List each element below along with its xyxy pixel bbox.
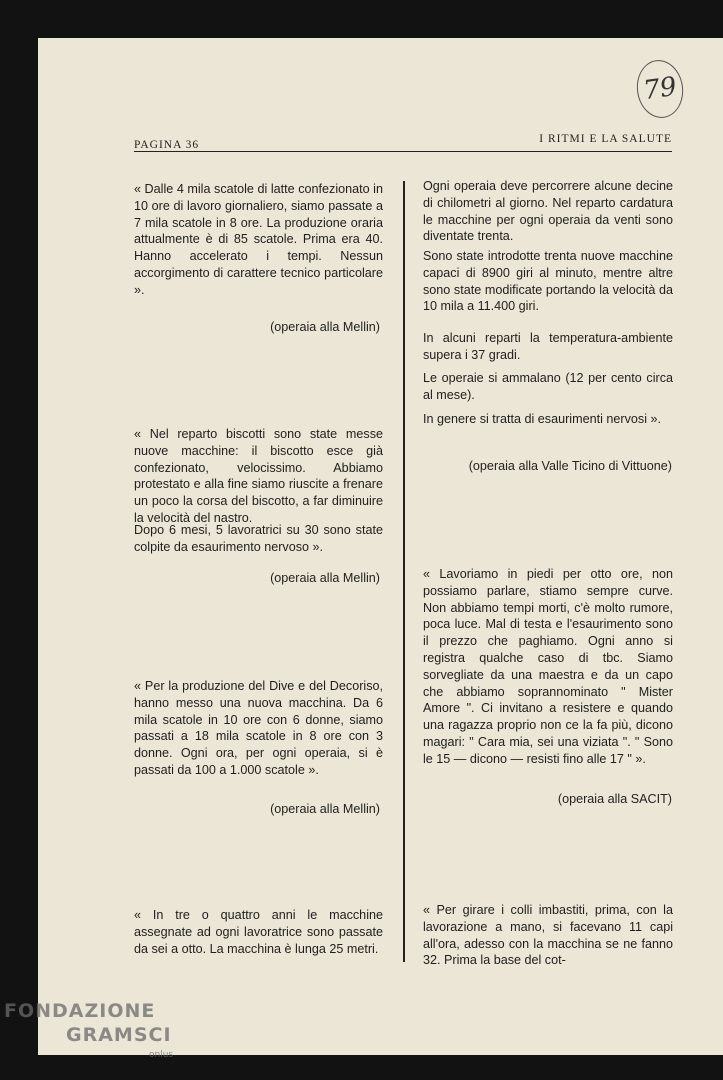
attribution-mellin-3: (operaia alla Mellin) [270,802,380,816]
quote-dive-decoriso: « Per la produzione del Dive e del Decoriso, hanno messo una nuova macchina. Da 6 mila scatole in 10 ore con 6 donne, siamo passati a 18 mila scatole in 8 ore con 3 donne. Ogni ora, per ogni operaia, si è passati da 100 a 1.000 scatole ». [134,679,383,777]
watermark-line-3: onlus [149,1050,174,1060]
quote-machines-assigned: « In tre o quattro anni le macchine assegnate ad ogni lavoratrice sono passate da sei a otto. La macchina è lunga 25 metri. [134,908,383,956]
attribution-valle-ticino: (operaia alla Valle Ticino di Vittuone) [468,459,672,473]
watermark-line-2: GRAMSCI [66,1024,172,1046]
quote-standing-work: « Lavoriamo in piedi per otto ore, non possiamo parlare, stiamo sempre curve. Non abbiamo tempi morti, c'è molto rumore, poca luce. Mal di testa e l'esaurimento sono il prezzo che paghiamo. Ogni anno si registra qualche caso di tbc. Siamo sorvegliate da una maestra e da un capo che abbiamo soprannominato " Mister Amore ". Ci invitano a resistere e quando una ragazza proprio non ce la fa più, dicono magari: " Cara mia, sei una viziata ". " Sono le 15 — dicono — resisti fino alle 17 " ». [423,567,673,766]
attribution-mellin-1: (operaia alla Mellin) [270,320,380,334]
para-illness: Le operaie si ammalano (12 per cento circa al mese). [423,371,673,402]
watermark-line-1: FONDAZIONE [4,1000,156,1022]
attribution-mellin-2: (operaia alla Mellin) [270,571,380,585]
quote-nervous-exhaustion: Dopo 6 mesi, 5 lavoratrici su 30 sono state colpite da esaurimento nervoso ». [134,523,383,554]
column-divider [403,181,405,962]
quote-colli-imbastiti: « Per girare i colli imbastiti, prima, con la lavorazione a mano, si facevano 11 capi all'ora, adesso con la macchina se ne fanno 32. Prima la base del cot- [423,903,673,968]
quote-box-making: « Dalle 4 mila scatole di latte confezionato in 10 ore di lavoro giornaliero, siamo passate a 7 mila scatole in 8 ore. La produzione oraria attualmente è di 85 scatole. Prima era 40. Hanno accelerato i tempi. Nessun accorgimento di carattere tecnico particolare ». [134,182,383,297]
archive-watermark [4,1000,174,1060]
para-exhaustion: In genere si tratta di esaurimenti nervosi ». [423,412,662,426]
para-kilometers: Ogni operaia deve percorrere alcune decine di chilometri al giorno. Nel reparto cardatura le macchine per ogni operaia da venti sono diventate trenta. [423,179,673,244]
attribution-sacit: (operaia alla SACIT) [557,792,672,806]
section-title: I RITMI E LA SALUTE [539,133,672,145]
page-number-label: PAGINA 36 [134,139,200,151]
handwritten-folio-number: 79 [633,57,687,121]
running-header [134,133,672,152]
para-temperature: In alcuni reparti la temperatura-ambiente supera i 37 gradi. [423,331,673,362]
para-new-machines: Sono state introdotte trenta nuove macchine capaci di 8900 giri al minuto, mentre altre sono state modificate portando la velocità da 10 mila a 11.400 giri. [423,249,673,314]
quote-biscuit-department: « Nel reparto biscotti sono state messe nuove macchine: il biscotto esce già confezionato, velocissimo. Abbiamo protestato e alla fine siamo riuscite a frenare un poco la corsa del biscotto, a far diminuire la velocità del nastro. [134,427,383,525]
